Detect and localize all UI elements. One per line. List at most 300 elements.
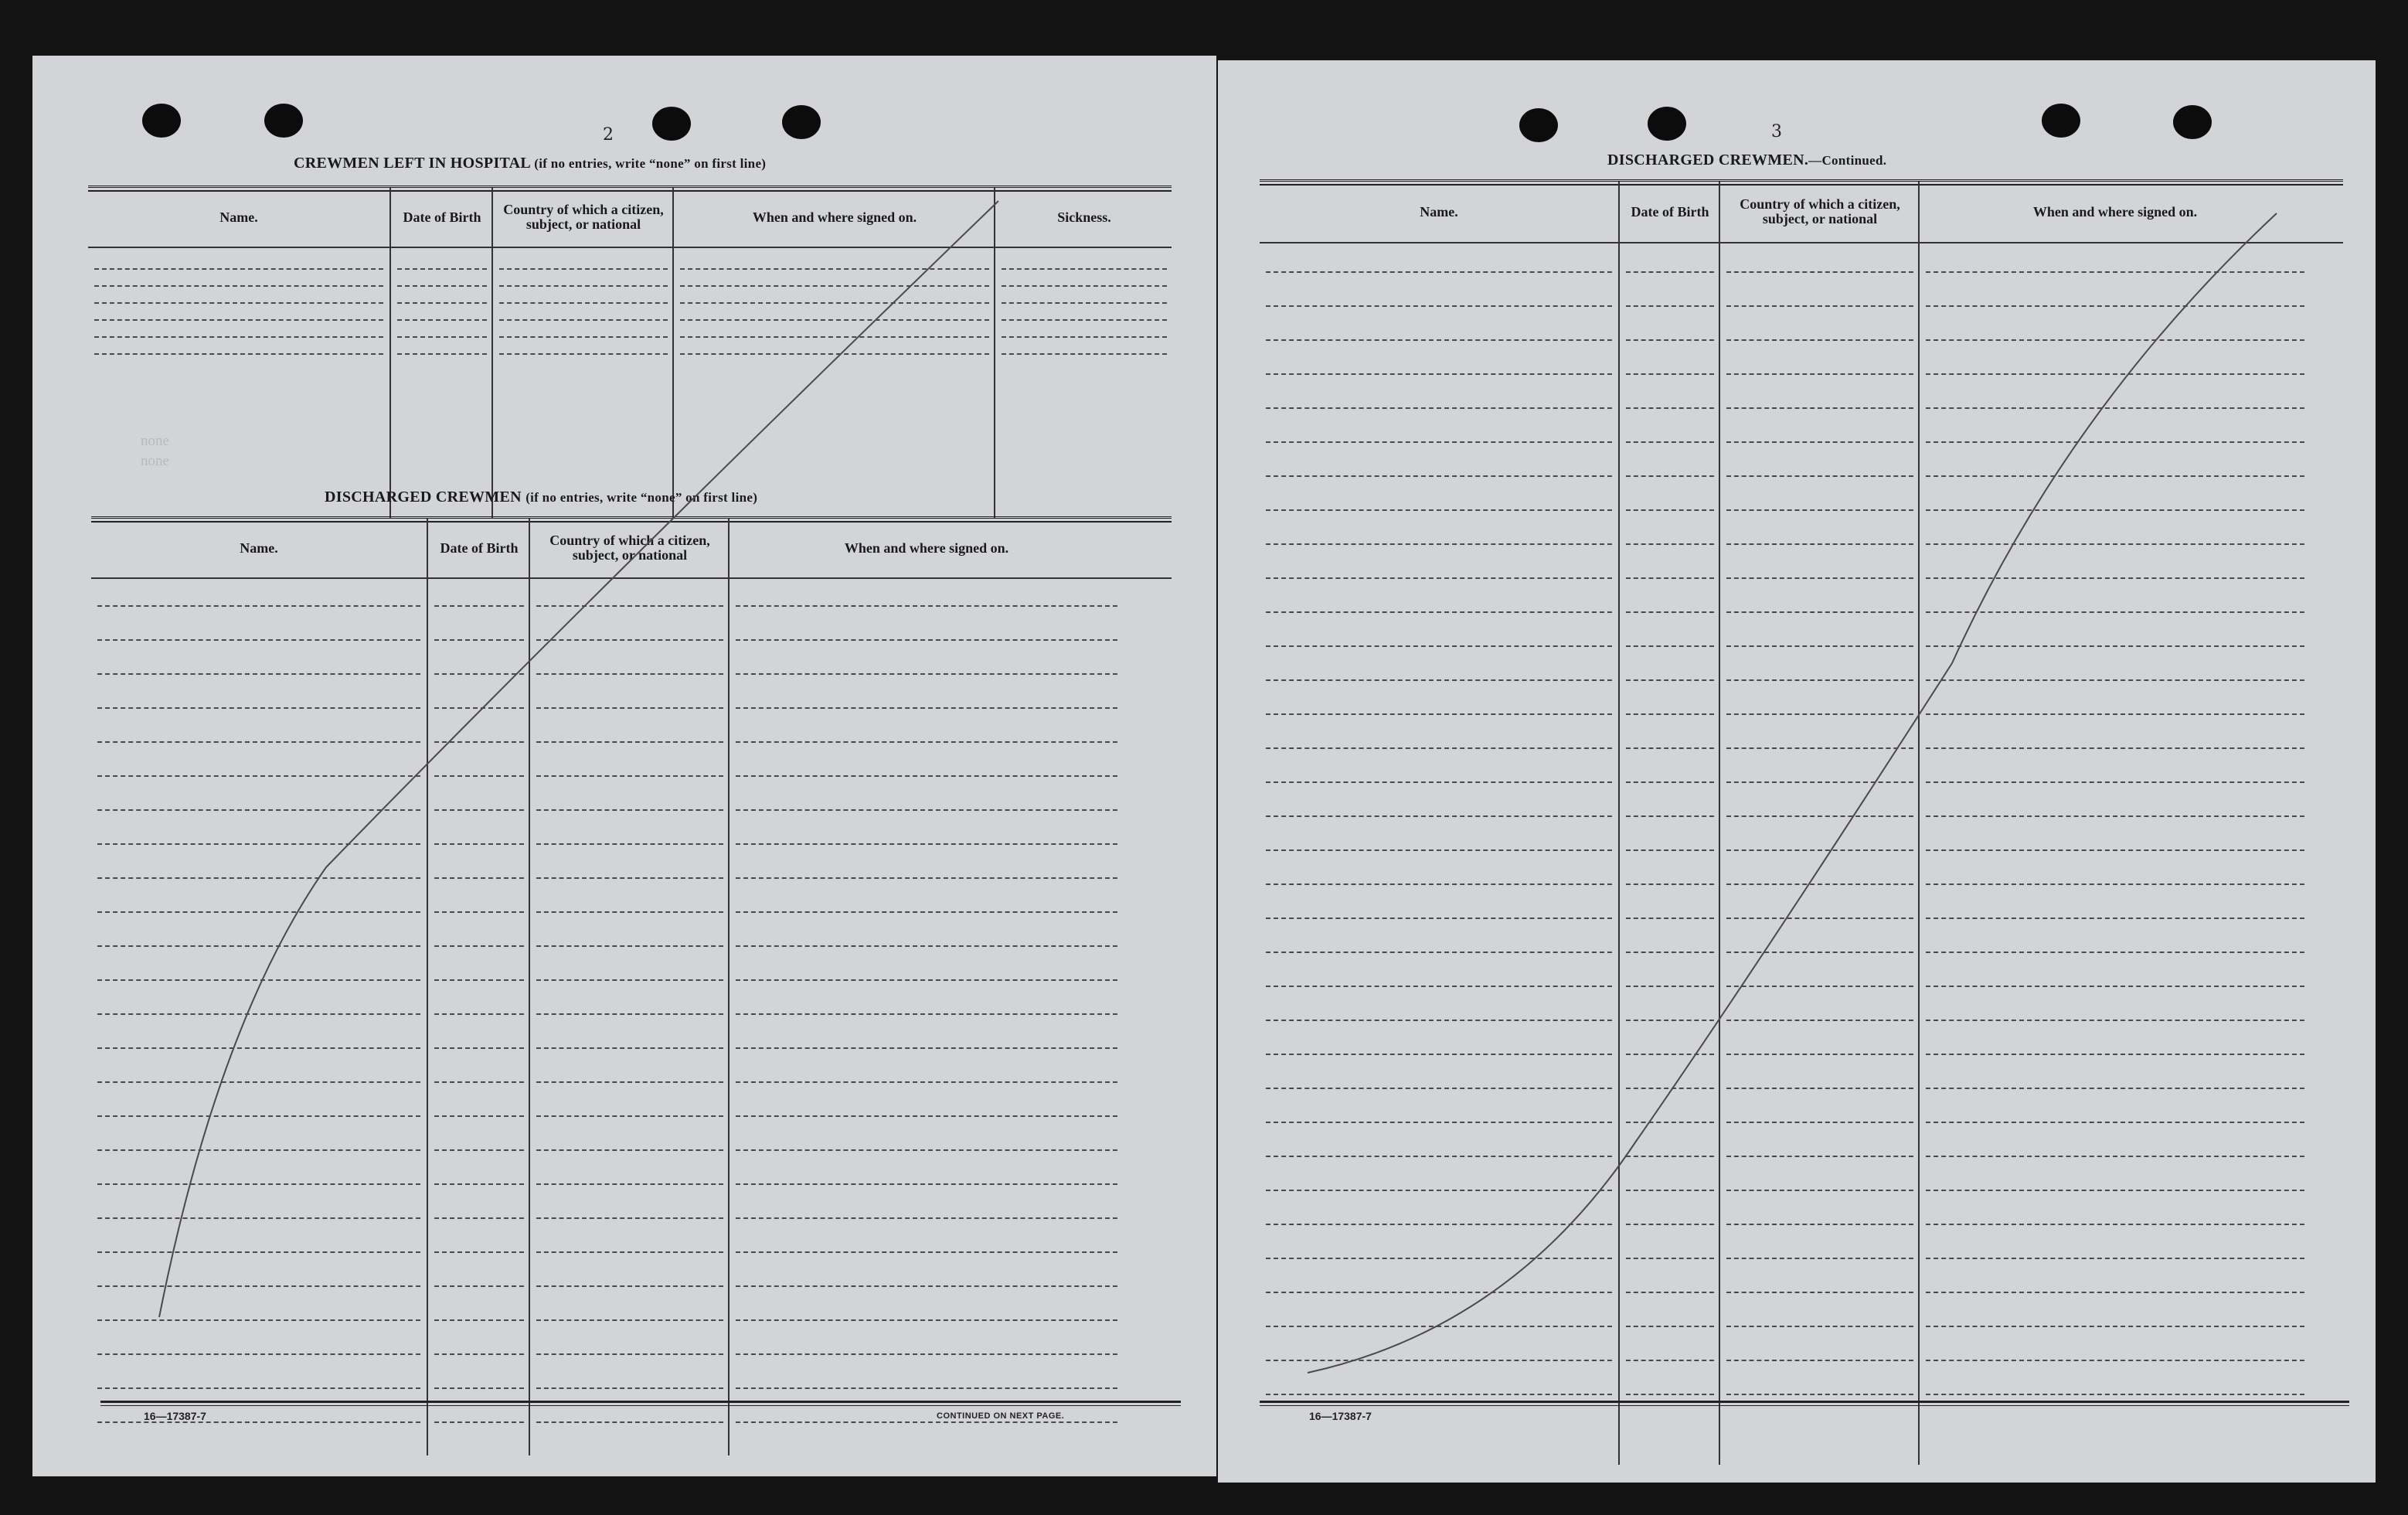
entry-line[interactable] bbox=[97, 1353, 420, 1355]
entry-line[interactable] bbox=[1266, 1122, 1612, 1123]
entry-line[interactable] bbox=[499, 302, 668, 304]
entry-line[interactable] bbox=[736, 1115, 1117, 1117]
entry-line[interactable] bbox=[1266, 952, 1612, 953]
entry-line[interactable] bbox=[536, 775, 723, 777]
entry-line[interactable] bbox=[434, 1149, 524, 1151]
entry-line[interactable] bbox=[434, 741, 524, 743]
entry-line[interactable] bbox=[1726, 918, 1913, 919]
discharged-title-text: DISCHARGED CREWMEN bbox=[325, 489, 522, 506]
entry-line[interactable] bbox=[434, 1387, 524, 1389]
entry-line[interactable] bbox=[736, 809, 1117, 811]
entry-line[interactable] bbox=[1926, 645, 2304, 647]
entry-line[interactable] bbox=[1926, 1088, 2304, 1089]
entry-line[interactable] bbox=[1266, 1258, 1612, 1259]
entry-line[interactable] bbox=[499, 285, 668, 287]
entry-line[interactable] bbox=[499, 336, 668, 338]
entry-line[interactable] bbox=[1626, 1088, 1714, 1089]
entry-line[interactable] bbox=[536, 911, 723, 913]
entry-line[interactable] bbox=[1626, 679, 1714, 681]
entry-line[interactable] bbox=[434, 945, 524, 947]
entry-line[interactable] bbox=[1266, 1054, 1612, 1055]
entry-line[interactable] bbox=[397, 319, 487, 321]
entry-line[interactable] bbox=[434, 1013, 524, 1015]
entry-line[interactable] bbox=[397, 336, 487, 338]
entry-line[interactable] bbox=[1266, 815, 1612, 817]
header-divider bbox=[1260, 182, 2343, 243]
entry-line[interactable] bbox=[1926, 1394, 2304, 1395]
entry-line[interactable] bbox=[1266, 1360, 1612, 1361]
entry-line[interactable] bbox=[1726, 781, 1913, 783]
entry-line[interactable] bbox=[434, 911, 524, 913]
entry-line[interactable] bbox=[736, 911, 1117, 913]
entry-line[interactable] bbox=[97, 1115, 420, 1117]
entry-line[interactable] bbox=[1266, 1088, 1612, 1089]
entry-line[interactable] bbox=[1926, 441, 2304, 443]
entry-line[interactable] bbox=[1926, 1020, 2304, 1021]
entry-line[interactable] bbox=[536, 979, 723, 981]
entry-line[interactable] bbox=[1266, 577, 1612, 579]
entry-line[interactable] bbox=[680, 302, 989, 304]
entry-line[interactable] bbox=[1926, 1224, 2304, 1225]
entry-line[interactable] bbox=[1266, 339, 1612, 341]
entry-line[interactable] bbox=[736, 1149, 1117, 1151]
entry-line[interactable] bbox=[434, 639, 524, 641]
entry-line[interactable] bbox=[736, 1319, 1117, 1321]
entry-line[interactable] bbox=[94, 268, 383, 270]
footer-rule bbox=[1260, 1401, 2349, 1403]
entry-line[interactable] bbox=[736, 1183, 1117, 1185]
entry-line[interactable] bbox=[1726, 849, 1913, 851]
entry-line[interactable] bbox=[1926, 1258, 2304, 1259]
entry-line[interactable] bbox=[434, 1115, 524, 1117]
entry-line[interactable] bbox=[94, 302, 383, 304]
entry-line[interactable] bbox=[97, 639, 420, 641]
entry-line[interactable] bbox=[1726, 305, 1913, 307]
entry-line[interactable] bbox=[1626, 305, 1714, 307]
entry-line[interactable] bbox=[94, 336, 383, 338]
entry-line[interactable] bbox=[736, 1013, 1117, 1015]
entry-line[interactable] bbox=[434, 1421, 524, 1423]
entry-line[interactable] bbox=[1926, 1190, 2304, 1191]
entry-line[interactable] bbox=[499, 268, 668, 270]
entry-line[interactable] bbox=[1626, 883, 1714, 885]
column bbox=[91, 519, 427, 1455]
entry-line[interactable] bbox=[1926, 679, 2304, 681]
entry-line[interactable] bbox=[536, 945, 723, 947]
entry-line[interactable] bbox=[434, 1353, 524, 1355]
entry-line[interactable] bbox=[1266, 373, 1612, 375]
entry-line[interactable] bbox=[1726, 475, 1913, 477]
entry-line[interactable] bbox=[1266, 475, 1612, 477]
entry-line[interactable] bbox=[1726, 986, 1913, 987]
entry-line[interactable] bbox=[1002, 319, 1167, 321]
column-header: Country of which a citizen, subject, or national bbox=[503, 202, 664, 232]
entry-line[interactable] bbox=[1266, 679, 1612, 681]
entry-line[interactable] bbox=[97, 707, 420, 709]
entry-line[interactable] bbox=[736, 1421, 1117, 1423]
entry-line[interactable] bbox=[736, 707, 1117, 709]
entry-line[interactable] bbox=[1726, 883, 1913, 885]
entry-line[interactable] bbox=[97, 945, 420, 947]
entry-line[interactable] bbox=[97, 1149, 420, 1151]
entry-line[interactable] bbox=[736, 979, 1117, 981]
entry-line[interactable] bbox=[94, 353, 383, 355]
entry-line[interactable] bbox=[1626, 986, 1714, 987]
entry-line[interactable] bbox=[1266, 407, 1612, 409]
entry-line[interactable] bbox=[94, 285, 383, 287]
entry-line[interactable] bbox=[536, 639, 723, 641]
entry-line[interactable] bbox=[1726, 815, 1913, 817]
entry-line[interactable] bbox=[1626, 1054, 1714, 1055]
entry-line[interactable] bbox=[1726, 1020, 1913, 1021]
entry-line[interactable] bbox=[1266, 1326, 1612, 1327]
entry-line[interactable] bbox=[97, 1013, 420, 1015]
entry-line[interactable] bbox=[1626, 543, 1714, 545]
entry-line[interactable] bbox=[536, 707, 723, 709]
entry-line[interactable] bbox=[1726, 1088, 1913, 1089]
entry-line[interactable] bbox=[536, 1319, 723, 1321]
entry-line[interactable] bbox=[1626, 611, 1714, 613]
entry-line[interactable] bbox=[1626, 713, 1714, 715]
entry-line[interactable] bbox=[1926, 1156, 2304, 1157]
entry-line[interactable] bbox=[1726, 1224, 1913, 1225]
entry-line[interactable] bbox=[680, 285, 989, 287]
entry-line[interactable] bbox=[1266, 1020, 1612, 1021]
entry-line[interactable] bbox=[1926, 407, 2304, 409]
page-number: 3 bbox=[1771, 122, 1782, 141]
entry-line[interactable] bbox=[1726, 373, 1913, 375]
entry-line[interactable] bbox=[1626, 1258, 1714, 1259]
bleed-through-text: none bbox=[141, 433, 169, 449]
entry-line[interactable] bbox=[434, 877, 524, 879]
entry-line[interactable] bbox=[1002, 353, 1167, 355]
entry-line[interactable] bbox=[1266, 986, 1612, 987]
entry-line[interactable] bbox=[1926, 815, 2304, 817]
entry-line[interactable] bbox=[1266, 305, 1612, 307]
entry-line[interactable] bbox=[1626, 1360, 1714, 1361]
entry-line[interactable] bbox=[1726, 1394, 1913, 1395]
entry-line[interactable] bbox=[736, 1081, 1117, 1083]
entry-line[interactable] bbox=[499, 319, 668, 321]
entry-line[interactable] bbox=[1926, 1360, 2304, 1361]
entry-line[interactable] bbox=[1626, 407, 1714, 409]
entry-line[interactable] bbox=[499, 353, 668, 355]
entry-line[interactable] bbox=[97, 1183, 420, 1185]
entry-line[interactable] bbox=[1926, 543, 2304, 545]
entry-line[interactable] bbox=[1002, 302, 1167, 304]
entry-line[interactable] bbox=[1266, 271, 1612, 273]
entry-line[interactable] bbox=[1926, 271, 2304, 273]
entry-line[interactable] bbox=[1002, 285, 1167, 287]
entry-line[interactable] bbox=[434, 605, 524, 607]
entry-line[interactable] bbox=[1926, 1054, 2304, 1055]
entry-line[interactable] bbox=[1926, 1122, 2304, 1123]
punch-hole bbox=[264, 104, 303, 138]
column bbox=[1260, 182, 1618, 1465]
entry-line[interactable] bbox=[97, 979, 420, 981]
entry-line[interactable] bbox=[1926, 849, 2304, 851]
entry-line[interactable] bbox=[97, 775, 420, 777]
entry-line[interactable] bbox=[1926, 713, 2304, 715]
entry-line[interactable] bbox=[97, 843, 420, 845]
entry-line[interactable] bbox=[1626, 1190, 1714, 1191]
entry-line[interactable] bbox=[1926, 475, 2304, 477]
entry-line[interactable] bbox=[434, 1183, 524, 1185]
entry-line[interactable] bbox=[1726, 407, 1913, 409]
entry-line[interactable] bbox=[1726, 1122, 1913, 1123]
entry-line[interactable] bbox=[397, 268, 487, 270]
entry-line[interactable] bbox=[1726, 543, 1913, 545]
entry-line[interactable] bbox=[1626, 1292, 1714, 1293]
entry-line[interactable] bbox=[1626, 747, 1714, 749]
entry-line[interactable] bbox=[1266, 645, 1612, 647]
entry-line[interactable] bbox=[1266, 713, 1612, 715]
entry-line[interactable] bbox=[1726, 1292, 1913, 1293]
entry-line[interactable] bbox=[1926, 918, 2304, 919]
entry-line[interactable] bbox=[536, 1149, 723, 1151]
entry-line[interactable] bbox=[736, 741, 1117, 743]
entry-line[interactable] bbox=[97, 1285, 420, 1287]
entry-line[interactable] bbox=[434, 1319, 524, 1321]
entry-line[interactable] bbox=[1926, 952, 2304, 953]
entry-line[interactable] bbox=[434, 979, 524, 981]
entry-line[interactable] bbox=[97, 1217, 420, 1219]
punch-hole bbox=[1648, 107, 1686, 141]
entry-line[interactable] bbox=[736, 843, 1117, 845]
entry-line[interactable] bbox=[1002, 336, 1167, 338]
entry-line[interactable] bbox=[1266, 747, 1612, 749]
entry-line[interactable] bbox=[1626, 1020, 1714, 1021]
header-divider bbox=[88, 188, 1172, 248]
entry-line[interactable] bbox=[736, 605, 1117, 607]
entry-line[interactable] bbox=[1266, 849, 1612, 851]
entry-line[interactable] bbox=[536, 1081, 723, 1083]
entry-line[interactable] bbox=[1626, 271, 1714, 273]
entry-line[interactable] bbox=[1726, 1258, 1913, 1259]
entry-line[interactable] bbox=[536, 1353, 723, 1355]
entry-line[interactable] bbox=[1726, 441, 1913, 443]
entry-lines bbox=[1002, 247, 1167, 519]
entry-line[interactable] bbox=[1726, 679, 1913, 681]
entry-line[interactable] bbox=[536, 809, 723, 811]
entry-line[interactable] bbox=[1266, 1394, 1612, 1395]
entry-line[interactable] bbox=[1726, 1054, 1913, 1055]
entry-line[interactable] bbox=[434, 1047, 524, 1049]
entry-line[interactable] bbox=[97, 605, 420, 607]
entry-line[interactable] bbox=[1626, 1156, 1714, 1157]
entry-line[interactable] bbox=[97, 809, 420, 811]
entry-line[interactable] bbox=[397, 353, 487, 355]
entry-line[interactable] bbox=[97, 741, 420, 743]
entry-line[interactable] bbox=[1926, 986, 2304, 987]
entry-line[interactable] bbox=[97, 1047, 420, 1049]
entry-line[interactable] bbox=[397, 285, 487, 287]
column-header: Country of which a citizen, subject, or national bbox=[1740, 196, 1900, 226]
entry-line[interactable] bbox=[1626, 952, 1714, 953]
discharged-instruction: (if no entries, write “none” on first line) bbox=[525, 490, 758, 505]
entry-line[interactable] bbox=[1726, 645, 1913, 647]
entry-line[interactable] bbox=[97, 673, 420, 675]
entry-line[interactable] bbox=[680, 353, 989, 355]
entry-line[interactable] bbox=[1726, 1156, 1913, 1157]
continued-note: CONTINUED ON NEXT PAGE. bbox=[937, 1411, 1065, 1421]
column-header: Date of Birth bbox=[440, 540, 519, 556]
entry-lines bbox=[1266, 242, 1612, 1465]
entry-line[interactable] bbox=[1926, 577, 2304, 579]
entry-line[interactable] bbox=[1266, 1292, 1612, 1293]
entry-line[interactable] bbox=[1266, 543, 1612, 545]
entry-line[interactable] bbox=[1926, 509, 2304, 511]
entry-line[interactable] bbox=[1266, 918, 1612, 919]
entry-line[interactable] bbox=[536, 1013, 723, 1015]
entry-line[interactable] bbox=[736, 775, 1117, 777]
entry-line[interactable] bbox=[1926, 339, 2304, 341]
entry-line[interactable] bbox=[736, 1251, 1117, 1253]
entry-line[interactable] bbox=[536, 1183, 723, 1185]
entry-line[interactable] bbox=[1266, 441, 1612, 443]
entry-line[interactable] bbox=[434, 809, 524, 811]
entry-line[interactable] bbox=[1266, 611, 1612, 613]
entry-line[interactable] bbox=[1266, 781, 1612, 783]
entry-line[interactable] bbox=[97, 877, 420, 879]
entry-line[interactable] bbox=[1626, 339, 1714, 341]
entry-line[interactable] bbox=[680, 336, 989, 338]
column-header: Name. bbox=[1420, 203, 1458, 220]
entry-line[interactable] bbox=[736, 639, 1117, 641]
entry-lines bbox=[536, 577, 723, 1455]
entry-line[interactable] bbox=[1726, 577, 1913, 579]
entry-line[interactable] bbox=[434, 1251, 524, 1253]
entry-line[interactable] bbox=[736, 1217, 1117, 1219]
entry-line[interactable] bbox=[94, 319, 383, 321]
entry-line[interactable] bbox=[536, 1217, 723, 1219]
entry-line[interactable] bbox=[1626, 1326, 1714, 1327]
entry-lines bbox=[1926, 242, 2304, 1465]
entry-line[interactable] bbox=[536, 1387, 723, 1389]
entry-line[interactable] bbox=[97, 1081, 420, 1083]
entry-line[interactable] bbox=[1266, 1156, 1612, 1157]
column bbox=[529, 519, 730, 1455]
column-header: When and where signed on. bbox=[844, 540, 1009, 556]
punch-hole bbox=[1519, 108, 1558, 142]
entry-line[interactable] bbox=[1266, 883, 1612, 885]
entry-lines bbox=[94, 247, 383, 519]
entry-line[interactable] bbox=[434, 775, 524, 777]
column-header: Sickness. bbox=[1057, 209, 1111, 225]
entry-line[interactable] bbox=[1926, 883, 2304, 885]
entry-line[interactable] bbox=[1926, 781, 2304, 783]
entry-line[interactable] bbox=[1002, 268, 1167, 270]
entry-line[interactable] bbox=[1266, 509, 1612, 511]
entry-line[interactable] bbox=[1626, 918, 1714, 919]
entry-line[interactable] bbox=[1726, 713, 1913, 715]
entry-line[interactable] bbox=[1626, 373, 1714, 375]
column-header: When and where signed on. bbox=[752, 209, 917, 225]
discharged-continued-table bbox=[1260, 179, 2343, 1465]
entry-line[interactable] bbox=[1926, 1326, 2304, 1327]
entry-line[interactable] bbox=[536, 741, 723, 743]
entry-line[interactable] bbox=[97, 1319, 420, 1321]
entry-line[interactable] bbox=[536, 1047, 723, 1049]
entry-line[interactable] bbox=[736, 1353, 1117, 1355]
entry-line[interactable] bbox=[1726, 952, 1913, 953]
entry-line[interactable] bbox=[1726, 509, 1913, 511]
entry-lines bbox=[434, 577, 524, 1455]
entry-line[interactable] bbox=[1626, 815, 1714, 817]
entry-line[interactable] bbox=[1626, 849, 1714, 851]
punch-hole bbox=[2173, 105, 2212, 139]
entry-line[interactable] bbox=[736, 1387, 1117, 1389]
entry-line[interactable] bbox=[1926, 1292, 2304, 1293]
entry-line[interactable] bbox=[736, 1285, 1117, 1287]
entry-line[interactable] bbox=[1626, 1224, 1714, 1225]
entry-line[interactable] bbox=[1726, 1326, 1913, 1327]
hospital-section-title bbox=[294, 155, 766, 172]
entry-line[interactable] bbox=[736, 1047, 1117, 1049]
entry-line[interactable] bbox=[1626, 645, 1714, 647]
entry-line[interactable] bbox=[1726, 747, 1913, 749]
entry-line[interactable] bbox=[1626, 1394, 1714, 1395]
entry-line[interactable] bbox=[536, 673, 723, 675]
entry-line[interactable] bbox=[1926, 747, 2304, 749]
entry-line[interactable] bbox=[434, 1285, 524, 1287]
entry-line[interactable] bbox=[1626, 441, 1714, 443]
entry-line[interactable] bbox=[1726, 611, 1913, 613]
entry-line[interactable] bbox=[1926, 373, 2304, 375]
entry-line[interactable] bbox=[1726, 1360, 1913, 1361]
entry-line[interactable] bbox=[536, 605, 723, 607]
entry-lines bbox=[499, 247, 668, 519]
entry-line[interactable] bbox=[1926, 611, 2304, 613]
entry-line[interactable] bbox=[536, 1251, 723, 1253]
entry-line[interactable] bbox=[1626, 475, 1714, 477]
entry-line[interactable] bbox=[97, 1387, 420, 1389]
entry-lines bbox=[736, 577, 1117, 1455]
entry-line[interactable] bbox=[680, 319, 989, 321]
entry-line[interactable] bbox=[736, 877, 1117, 879]
entry-line[interactable] bbox=[434, 707, 524, 709]
entry-line[interactable] bbox=[434, 1217, 524, 1219]
entry-line[interactable] bbox=[736, 673, 1117, 675]
right-page bbox=[1218, 60, 2376, 1483]
entry-line[interactable] bbox=[397, 302, 487, 304]
entry-line[interactable] bbox=[536, 1421, 723, 1423]
punch-hole bbox=[782, 105, 821, 139]
entry-line[interactable] bbox=[1626, 509, 1714, 511]
entry-line[interactable] bbox=[536, 843, 723, 845]
entry-line[interactable] bbox=[1626, 577, 1714, 579]
entry-line[interactable] bbox=[434, 1081, 524, 1083]
bleed-through-text: none bbox=[141, 453, 169, 469]
entry-line[interactable] bbox=[536, 1115, 723, 1117]
entry-line[interactable] bbox=[1726, 339, 1913, 341]
entry-line[interactable] bbox=[536, 877, 723, 879]
entry-line[interactable] bbox=[1726, 271, 1913, 273]
entry-line[interactable] bbox=[736, 945, 1117, 947]
entry-line[interactable] bbox=[1926, 305, 2304, 307]
entry-line[interactable] bbox=[97, 911, 420, 913]
entry-line[interactable] bbox=[434, 673, 524, 675]
entry-line[interactable] bbox=[97, 1251, 420, 1253]
entry-line[interactable] bbox=[1266, 1224, 1612, 1225]
entry-line[interactable] bbox=[536, 1285, 723, 1287]
entry-line[interactable] bbox=[1726, 1190, 1913, 1191]
entry-line[interactable] bbox=[1626, 1122, 1714, 1123]
entry-line[interactable] bbox=[434, 843, 524, 845]
entry-line[interactable] bbox=[1266, 1190, 1612, 1191]
entry-line[interactable] bbox=[1626, 781, 1714, 783]
entry-line[interactable] bbox=[680, 268, 989, 270]
